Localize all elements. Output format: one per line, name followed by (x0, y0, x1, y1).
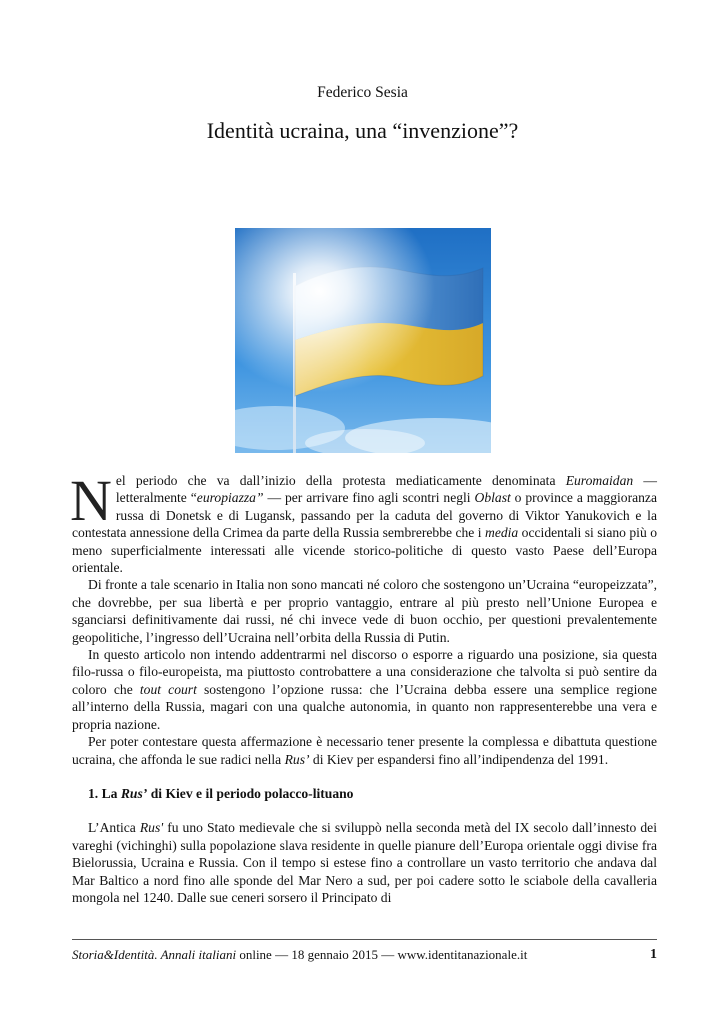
text-run: sostengono l’opzione russa: che l’Ucraina debba essere una semplice regione all’interno della Russia, magari con una qualche autonomia, in quanto non rappresenterebbe una vera e propria nazione. (72, 681, 657, 732)
text-run: fu uno Stato medievale che si sviluppò nella seconda metà del IX secolo dall’innesto dei vareghi (vichinghi) sulla popolazione slava residente in quelle pianure dell’Europa orientale oggi divise fra Bielorussia, Ucraina e Russia. Con il tempo si estese fino a controllare un vasto territorio che andava dal Mar Baltico a nord fino alle sponde del Mar Nero a sud, per poi cadere sotto le sciabole della cavalleria mongola nel 1240. Dalle sue ceneri sorsero il Principato di (72, 820, 657, 905)
italic-term: Rus' (139, 820, 164, 836)
paragraph (72, 733, 657, 768)
article-title: Identità ucraina, una “invenzione”? (206, 118, 519, 143)
intro-paragraph (70, 468, 657, 576)
footer-divider (72, 939, 657, 940)
drop-cap: N (70, 468, 112, 533)
text-run: — per arrivare fino agli scontri negli (263, 490, 475, 506)
italic-term: tout court (139, 681, 197, 697)
italic-term: media (485, 525, 519, 541)
paragraph: Di fronte a tale scenario in Italia non sono mancati né coloro che sostengono un’Ucraina “europeizzata”, che dovrebbe, per sua libertà e per proprio vantaggio, entrare al più presto nell’Unione Europea e sganciarsi definitivamente dai russi, né chi invece vede di buon occhio, per questioni prevalentemente geopolitiche, l’ingresso dell’Ucraina nell’orbita della Russia di Putin. (72, 577, 657, 645)
text-run: — letteralmente “ (115, 473, 657, 506)
article-body (70, 468, 657, 906)
text-run: 1. La (88, 785, 121, 801)
text-run: L’Antica (88, 820, 140, 836)
paragraph (72, 646, 657, 733)
text-run: o province a maggioranza russa di Donetsk e di Lugansk, passando per la caduta del governo di Viktor Yanukovich e la contestata annessione della Crimea da parte della Russia sembrerebbe che i (72, 490, 657, 541)
text-run: el periodo che va dall’inizio della protesta mediaticamente denominata (115, 473, 566, 488)
section-heading (72, 785, 657, 802)
ukrainian-flag-image (235, 228, 491, 453)
italic-term: Euromaidan (565, 473, 634, 488)
italic-term: Oblast (474, 490, 511, 506)
journal-name: Storia&Identità. Annali italiani (72, 947, 237, 962)
italic-term: Rus’ (284, 751, 310, 767)
footer-details: online — 18 gennaio 2015 — www.identitanazionale.it (236, 947, 528, 962)
author-name: Federico Sesia (317, 84, 408, 101)
italic-term: Rus’ (120, 785, 148, 801)
page-number: 1 (650, 947, 657, 962)
text-run: di Kiev e il periodo polacco-lituano (147, 785, 354, 801)
paragraph (72, 819, 657, 906)
italic-term: europiazza” (196, 490, 264, 506)
text-run: occidentali si siano più o meno superficialmente interessati alle vicende storico-politiche di questo vasto Paese dell’Europa orientale. (72, 525, 657, 576)
text-run: In questo articolo non intendo addentrarmi nel discorso o esporre a riguardo una posizione, sia questa filo-russa o filo-europeista, ma piuttosto controbattere a una considerazione che talvolta si può sentire da coloro che (72, 647, 657, 697)
page-footer (72, 947, 657, 963)
text-run: Per poter contestare questa affermazione è necessario tener presente la complessa e dibattuta questione ucraina, che affonda le sue radici nella (72, 734, 657, 767)
text-run: di Kiev per espandersi fino all’indipendenza del 1991. (309, 751, 609, 767)
